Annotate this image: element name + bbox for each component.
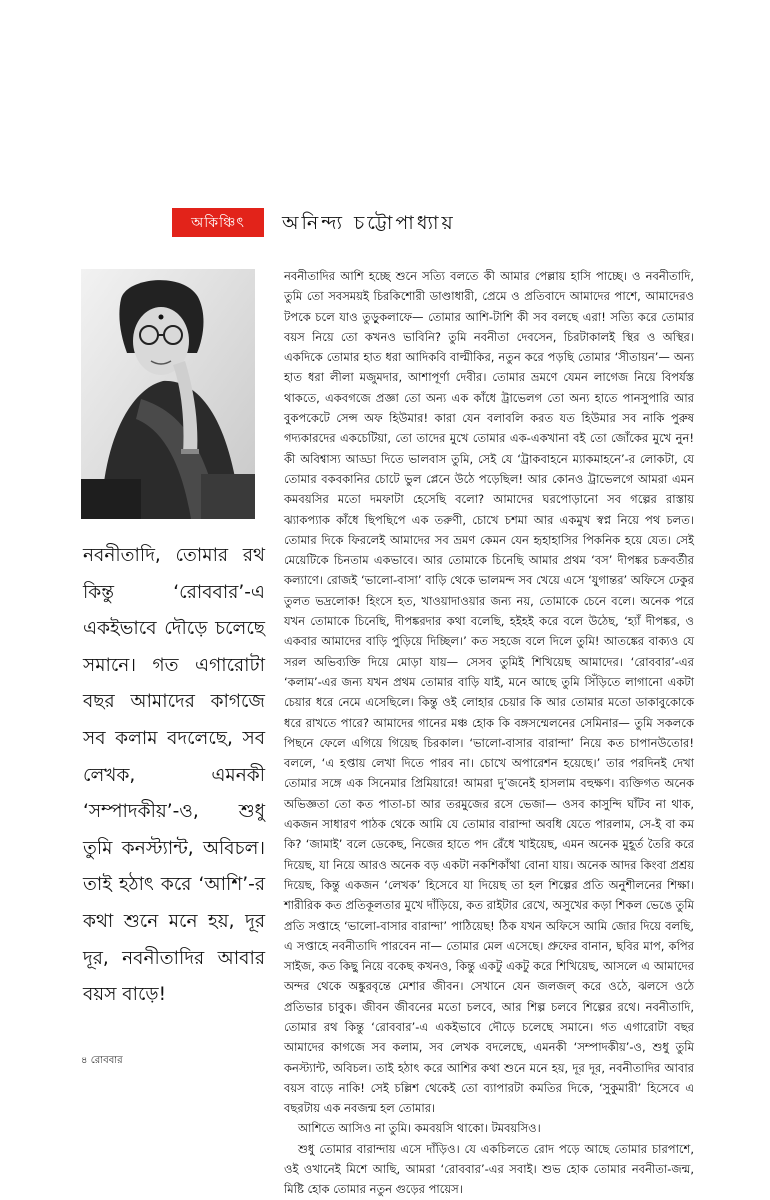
page-number: ৪	[81, 1055, 88, 1066]
pull-quote: নবনীতাদি, তোমার রথ কিন্তু ‘রোববার’-এ একইভাবে দৌড়ে চলেছে সমানে। গত এগারোটা বছর আমাদের কাগজে সব কলাম বদলেছে, সব লেখক, এমনকী ‘সম্পাদকীয়’-ও, শুধু তুমি কনস্ট্যান্ট, অবিচল। তাই হঠাৎ করে ‘আশি’-র কথা শুনে মনে হয়, দূর দূর, নবনীতাদির আবার বয়স বাড়ে!	[83, 545, 265, 1006]
article-paragraph: নবনীতাদির আশি হচ্ছে শুনে সত্যি বলতে কী আমার পেল্লায় হাসি পাচ্ছে। ও নবনীতাদি, তুমি তো সবসময়ই চিরকিশোরী ডাণ্ডাধারী, প্রেমে ও প্রতিবাদে আমাদের পাশে, আমাদেরও টপকে চলে যাও তুড়ুকলাফে— তোমার আশি-টাশি কী সব বলছে এরা! সত্যি করে তোমার বয়স নিয়ে তো কখনও ভাবিনি? তুমি নবনীতা দেবসেন, চিরটাকালই স্থির ও অস্থির। একদিকে তোমার হাত ধরা আদিকবি বাল্মীকির, নতুন করে পড়ছি তোমার ‘সীতায়ন’— অন্য হাত ধরা লীলা মজুমদার, আশাপূর্ণা দেবীর। তোমার ভ্রমণে যেমন লাগেজ নিয়ে বিপর্যস্ত থাকতে, একবগজে প্রজ্ঞা তো অন্য এক কাঁধে ট্রাভেলগ তো অন্য হাতে পানসুপারি আর বুকপকেটে সেন্স অফ হিউমার! কারা যেন বলাবলি করত যত হিউমার সব নাকি পুরুষ গদ্যকারদের একচেটিয়া, তো তাদের মুখে তোমার এক-একখানা বই তো জোঁকের মুখে নুন! কী অবিশ্বাস্য আড্ডা দিতে ভালবাস তুমি, সেই যে ‘ট্রাকবাহনে ম্যাকমাহনে’-র লোকটা, যে তোমার বকবকানির চোটে ভুল প্লেনে উঠে পড়েছিল! আর কোনও ট্রাভেলগে আমরা এমন কমবয়সির মতো দমফাটা হেসেছি বলো? আমাদের ঘরপোড়ানো সব গল্পের রাস্তায় ঝ্যাকপ্যাক কাঁধে ছিপছিপে এক তরুণী, চোখে চশমা আর একমুখ স্বপ্ন নিয়ে পথ চলত। তোমার দিকে ফিরলেই আমাদের সব ভ্রমণ কেমন যেন হৃহাহাসির পিকনিক হয়ে যেত। সেই মেয়েটিকে চিনতাম একভাবে। আর তোমাকে চিনেছি আমার প্রথম ‘বস’ দীপঙ্কর চক্রবর্তীর কল্যাণে। রোজই ‘ভালো-বাসা’ বাড়ি থেকে ভালমন্দ সব খেয়ে এসে ‘যুগান্তর’ অফিসে ঢেকুর তুলত ভদ্রলোক! হিংসে হত, খাওয়াদাওয়ার জন্য নয়, তোমাকে চেনে বলে। অনেক পরে যখন তোমাকে চিনেছি, দীপঙ্করদার কথা বলেছি, হইহই করে বলে উঠেছ, ‘হ্যাঁ দীপঙ্কর, ও একবার আমাদের বাড়ি পুড়িয়ে দিচ্ছিল।’ কত সহজে বলে দিলে তুমি! আতঙ্কের বাক্যও যে সরল অভিব্যক্তি দিয়ে মোড়া যায়— সেসব তুমিই শিখিয়েছ আমাদের। ‘রোববার’-এর ‘কলাম’-এর জন্য যখন প্রথম তোমার বাড়ি যাই, মনে আছে তুমি সিঁড়িতে লাগানো একটা চেয়ার ধরে নেমে এসেছিলে। কিন্তু ওই লোহার চেয়ার কি আর তোমার মতো ডাকাবুকোকে ধরে রাখতে পারে? আমাদের গানের মঞ্চ হোক কি বঙ্গসম্মেলনের সেমিনার— তুমি সকলকে পিছনে ফেলে এগিয়ে গিয়েছ চিরকাল। ‘ভালো-বাসার বারান্দা’ নিয়ে কত চাপানউতোর! বললে, ‘এ হপ্তায় লেখা দিতে পারব না। চোখে অপারেশন হয়েছে।’ তার পরদিনই দেখা তোমার সঙ্গে এক সিনেমার প্রিমিয়ারে! আমরা দু’জনেই হাসলাম বহুক্ষণ। ব্যক্তিগত অনেক অভিজ্ঞতা তো কত পাতা-চা আর তরমুজের রসে ভেজা— ওসব কাসুন্দি ঘাঁটব না থাক, একজন সাধারণ পাঠক থেকে আমি যে তোমার বারান্দা অবধি যেতে পারলাম, সে-ই বা কম কি? ‘জামাই’ বলে ডেকেছ, নিজের হাতে পদ রেঁধে খাইয়েছ, এমন অনেক মুহূর্ত তৈরি করে দিয়েছ, যা নিয়ে আরও অনেক বড় একটা নকশিকাঁথা বোনা যায়। অনেক আদর কিংবা প্রশ্রয় দিয়েছ, কিন্তু একজন ‘লেখক’ হিসেবে যা দিয়েছ তা হল শিল্পের প্রতি অনুশীলনের শিক্ষা। শারীরিক কত প্রতিকূলতার মুখে দাঁড়িয়ে, কত রাইটার রেখে, অসুখের কড়া শিকল ভেঙে তুমি প্রতি সপ্তাহে ‘ভালো-বাসার বারান্দা’ পাঠিয়েছ! ঠিক যখন অফিসে আমি জোর দিয়ে বলছি, এ সপ্তাহে নবনীতাদি পারবেন না— তোমার মেল এসেছে। প্রুফের বানান, ছবির মাপ, কপির সাইজ, কত কিছু নিয়ে বকেছ কখনও, কিন্তু একটু একটু করে শিখিয়েছ, আসলে এ আমাদের অন্দর থেকে অঙ্কুরবৃন্তে মেশার জীবন। সেখানে যেন জলজল্ করে ওঠে, ঝলসে ওঠে প্রতিভার চাবুক। জীবন জীবনের মতো চলবে, আর শিল্প চলবে শিল্পের রথে। নবনীতাদি, তোমার রথ কিন্তু ‘রোববার’-এ একইভাবে দৌড়ে চলেছে সমানে। গত এগারোটা বছর আমাদের কাগজে সব কলাম, সব লেখক বদলেছে, এমনকী ‘সম্পাদকীয়’-ও, শুধু তুমি কনস্ট্যান্ট, অবিচল। তাই হঠাৎ করে আশির কথা শুনে মনে হয়, দূর দূর, নবনীতাদির আবার বয়স বাড়ে নাকি! সেই চল্লিশ থেকেই তো ব্যাপারটা কমতির দিকে, ‘সুকুমারী’ হিসেবে এ বছরটায় এক নবজন্ম হল তোমার।	[284, 269, 694, 1116]
publication-name: রোববার	[90, 1055, 123, 1066]
article-body	[284, 266, 694, 1200]
author-name: অনিন্দ্য চট্টোপাধ্যায়	[282, 212, 456, 234]
page-footer	[81, 1053, 123, 1070]
article-paragraph: শুধু তোমার বারান্দায় এসে দাঁড়িও। যে একচিলতে রোদ পড়ে আছে তোমার চারপাশে, ওই ওখানেই মিশে আছি, আমরা ‘রোববার’-এর সবাই। শুভ হোক তোমার নবনীতা-জন্ম, মিষ্টি হোক তোমার নতুন গুড়ের পায়েস।	[284, 1141, 694, 1197]
article-paragraph: আশিতে আসিও না তুমি। কমবয়সি থাকো। টমবয়সিও।	[298, 1121, 541, 1136]
section-tag: অকিঞ্চিৎ	[172, 208, 264, 237]
author-portrait	[81, 269, 255, 519]
